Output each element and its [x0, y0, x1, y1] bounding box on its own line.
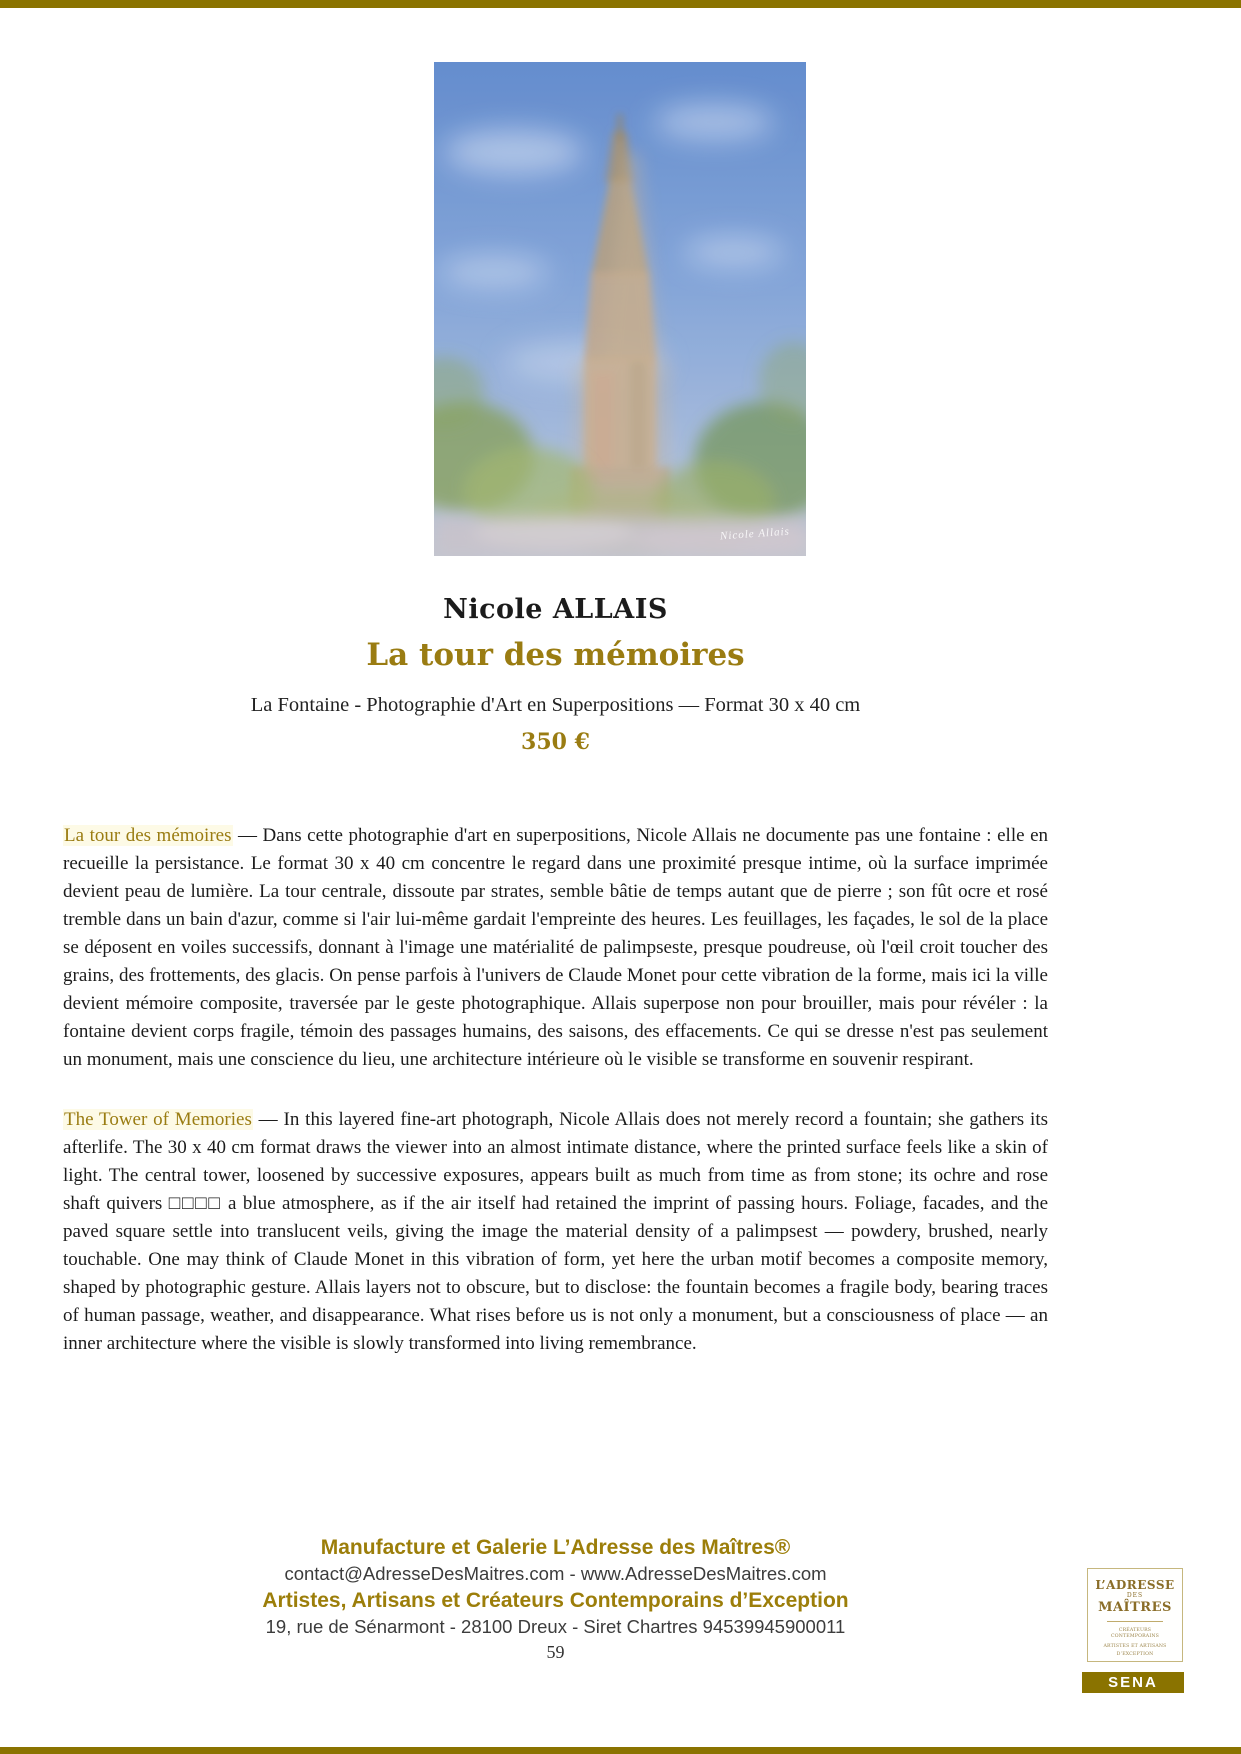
- page-number: 59: [546, 1642, 565, 1662]
- description-english-lead: The Tower of Memories: [64, 1109, 252, 1130]
- logo-subline-exception: D’EXCEPTION: [1116, 1651, 1154, 1657]
- description-french: [63, 822, 1048, 1074]
- sena-badge: SENA: [1082, 1672, 1184, 1693]
- logo-subline-createurs: CRÉATEURS CONTEMPORAINS: [1111, 1627, 1159, 1639]
- description-french-lead: La tour des mémoires: [64, 825, 232, 846]
- logo-line-maitres: MAÎTRES: [1098, 1600, 1172, 1615]
- main-column: [63, 0, 1048, 1663]
- artist-name: Nicole ALLAIS: [443, 594, 668, 625]
- artwork-price: 350 €: [521, 729, 590, 755]
- artist-signature: Nicole Allais: [719, 525, 791, 543]
- logo-divider: [1107, 1621, 1163, 1622]
- artwork-title: La tour des mémoires: [366, 637, 745, 673]
- gallery-logo: [1087, 1568, 1183, 1662]
- artwork-caption: La Fontaine - Photographie d'Art en Superpositions — Format 30 x 40 cm: [250, 694, 861, 716]
- description-french-body: — Dans cette photographie d'art en superpositions, Nicole Allais ne documente pas une fontaine : elle en recueille la persistance. Le format 30 x 40 cm concentre le regard dans une proximité presque intime, où la surface imprimée devient peau de lumière. La tour centrale, dissoute par strates, semble bâtie de temps autant que de pierre ; son fût ocre et rosé tremble dans un bain d'azur, comme si l'air lui-même gardait l'empreinte des heures. Les feuillages, les façades, le sol de la place se déposent en voiles successifs, donnant à l'image une matérialité de palimpseste, presque poudreuse, où l'œil croit toucher des grains, des frottements, des glacis. On pense parfois à l'univers de Claude Monet pour cette vibration de la forme, mais ici la ville devient mémoire composite, traversée par le geste photographique. Allais superpose non pour brouiller, mais pour révéler : la fontaine devient corps fragile, témoin des passages humains, des saisons, des effacements. Ce qui se dresse n'est pas seulement un monument, mais une conscience du lieu, une architecture intérieure où le visible se transforme en souvenir respirant.: [63, 825, 1049, 1070]
- description-english: [63, 1106, 1048, 1358]
- logo-line-adresse: L’ADRESSE: [1095, 1578, 1175, 1592]
- footer-contact-line: contact@AdresseDesMaitres.com - www.AdresseDesMaitres.com: [284, 1563, 827, 1584]
- footer-address-line: 19, rue de Sénarmont - 28100 Dreux - Siret Chartres 94539945900011: [265, 1616, 846, 1637]
- description-english-body: — In this layered fine-art photograph, Nicole Allais does not merely record a fountain; she gathers its afterlife. The 30 x 40 cm format draws the viewer into an almost intimate distance, where the printed surface feels like a skin of light. The central tower, loosened by successive exposures, appears built as much from time as from stone; its ochre and rose shaft quivers □□□□ a blue atmosphere, as if the air itself had retained the imprint of passing hours. Foliage, facades, and the paved square settle into translucent veils, giving the image the material density of a palimpsest — powdery, brushed, nearly touchable. One may think of Claude Monet in this vibration of form, yet here the urban motif becomes a composite memory, shaped by photographic gesture. Allais layers not to obscure, but to disclose: the fountain becomes a fragile body, bearing traces of human passage, weather, and disappearance. What rises before us is not only a monument, but a consciousness of place — an inner architecture where the visible is slowly transformed into living remembrance.: [63, 1109, 1048, 1354]
- logo-line-des: DES: [1126, 1592, 1144, 1599]
- footer-gallery-name: Manufacture et Galerie L’Adresse des Maîtres®: [320, 1536, 791, 1559]
- footer-tagline: Artistes, Artisans et Créateurs Contemporains d’Exception: [262, 1589, 849, 1612]
- page-footer: [63, 1534, 1048, 1640]
- logo-subline-artistes: ARTISTES ET ARTISANS: [1103, 1643, 1167, 1649]
- bottom-border: [0, 1747, 1241, 1754]
